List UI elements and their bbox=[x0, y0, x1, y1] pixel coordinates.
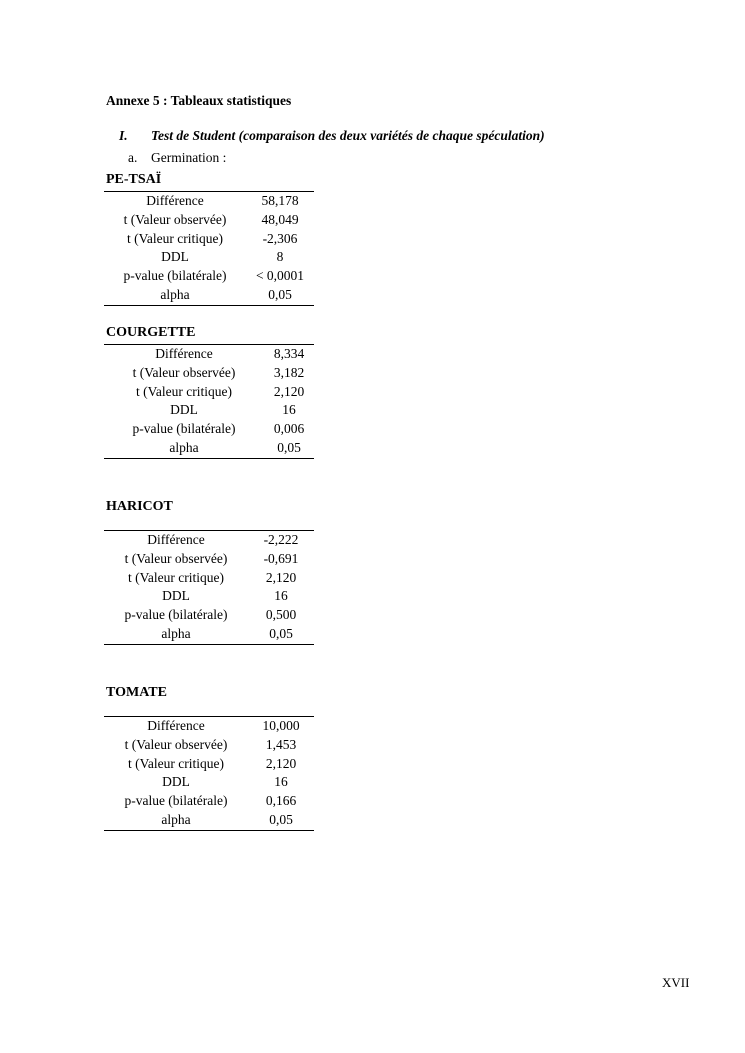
table-row bbox=[104, 773, 314, 792]
table-row bbox=[104, 569, 314, 588]
table-title-haricot: HARICOT bbox=[106, 499, 173, 514]
row-label: p-value (bilatérale) bbox=[124, 607, 228, 623]
stats-table-pe-tsai bbox=[104, 191, 314, 306]
row-value: 3,182 bbox=[273, 364, 305, 380]
row-value: 0,05 bbox=[269, 625, 293, 641]
page-heading: Annexe 5 : Tableaux statistiques bbox=[106, 93, 292, 108]
table-row bbox=[104, 364, 314, 383]
page-number: XVII bbox=[662, 975, 690, 990]
row-value: -2,306 bbox=[262, 230, 298, 246]
row-value: 2,120 bbox=[273, 383, 305, 399]
row-value: 0,500 bbox=[265, 607, 297, 623]
stats-table-tomate bbox=[104, 716, 314, 831]
row-value: 16 bbox=[274, 774, 288, 790]
table-row bbox=[104, 211, 314, 230]
row-label: alpha bbox=[161, 811, 191, 827]
table-row bbox=[104, 625, 314, 644]
table-row bbox=[104, 755, 314, 774]
row-label: alpha bbox=[161, 625, 191, 641]
table-row bbox=[104, 192, 314, 211]
table-row bbox=[104, 736, 314, 755]
row-value: 0,05 bbox=[268, 286, 292, 302]
row-label: DDL bbox=[161, 249, 189, 265]
row-label: Différence bbox=[147, 532, 205, 547]
table-row bbox=[104, 286, 314, 305]
row-value: 8 bbox=[276, 249, 284, 265]
row-label: alpha bbox=[169, 439, 199, 455]
section-title: Test de Student (comparaison des deux variétés de chaque spéculation) bbox=[151, 128, 545, 143]
table-title-pe-tsai: PE-TSAÏ bbox=[106, 172, 162, 187]
row-label: p-value (bilatérale) bbox=[124, 793, 228, 809]
row-value: 8,334 bbox=[273, 346, 305, 361]
row-value: 0,05 bbox=[269, 811, 293, 827]
table-row bbox=[104, 345, 314, 364]
row-value: 0,166 bbox=[265, 793, 297, 809]
row-label: DDL bbox=[162, 774, 190, 790]
row-label: t (Valeur critique) bbox=[128, 755, 224, 771]
row-value: < 0,0001 bbox=[255, 268, 305, 284]
row-label: t (Valeur observée) bbox=[123, 211, 227, 227]
table-row bbox=[104, 587, 314, 606]
table-row bbox=[104, 792, 314, 811]
row-label: Différence bbox=[146, 193, 204, 208]
row-value: 16 bbox=[274, 588, 288, 604]
row-value: 16 bbox=[282, 402, 296, 418]
row-label: t (Valeur critique) bbox=[127, 230, 223, 246]
row-label: DDL bbox=[170, 402, 198, 418]
table-row bbox=[104, 531, 314, 550]
row-label: t (Valeur critique) bbox=[136, 383, 232, 399]
row-value: 2,120 bbox=[265, 755, 297, 771]
row-label: t (Valeur observée) bbox=[132, 364, 236, 380]
row-label: DDL bbox=[162, 588, 190, 604]
table-title-courgette: COURGETTE bbox=[106, 325, 196, 340]
subsection-letter: a. bbox=[128, 150, 138, 165]
row-label: t (Valeur critique) bbox=[128, 569, 224, 585]
table-row bbox=[104, 383, 314, 402]
row-value: 48,049 bbox=[261, 211, 299, 227]
stats-table-haricot bbox=[104, 530, 314, 645]
row-label: p-value (bilatérale) bbox=[132, 421, 236, 437]
row-value: -0,691 bbox=[263, 550, 299, 566]
table-row bbox=[104, 439, 314, 458]
table-row bbox=[104, 401, 314, 420]
table-row bbox=[104, 230, 314, 249]
table-row bbox=[104, 717, 314, 736]
row-label: t (Valeur observée) bbox=[124, 736, 228, 752]
row-value: 0,006 bbox=[273, 421, 305, 437]
row-label: Différence bbox=[147, 718, 205, 733]
stats-table-courgette bbox=[104, 344, 314, 459]
table-row bbox=[104, 811, 314, 830]
row-value: 58,178 bbox=[261, 193, 299, 208]
table-row bbox=[104, 420, 314, 439]
row-value: -2,222 bbox=[263, 532, 299, 547]
row-label: t (Valeur observée) bbox=[124, 550, 228, 566]
row-label: Différence bbox=[155, 346, 213, 361]
table-row bbox=[104, 267, 314, 286]
table-row bbox=[104, 606, 314, 625]
row-value: 1,453 bbox=[265, 736, 297, 752]
row-value: 2,120 bbox=[265, 569, 297, 585]
table-row bbox=[104, 248, 314, 267]
section-number: I. bbox=[119, 128, 128, 143]
row-value: 10,000 bbox=[262, 718, 300, 733]
row-value: 0,05 bbox=[277, 439, 301, 455]
row-label: p-value (bilatérale) bbox=[123, 268, 227, 284]
table-row bbox=[104, 550, 314, 569]
row-label: alpha bbox=[160, 286, 190, 302]
subsection-title: Germination : bbox=[151, 150, 227, 165]
table-title-tomate: TOMATE bbox=[106, 685, 167, 700]
